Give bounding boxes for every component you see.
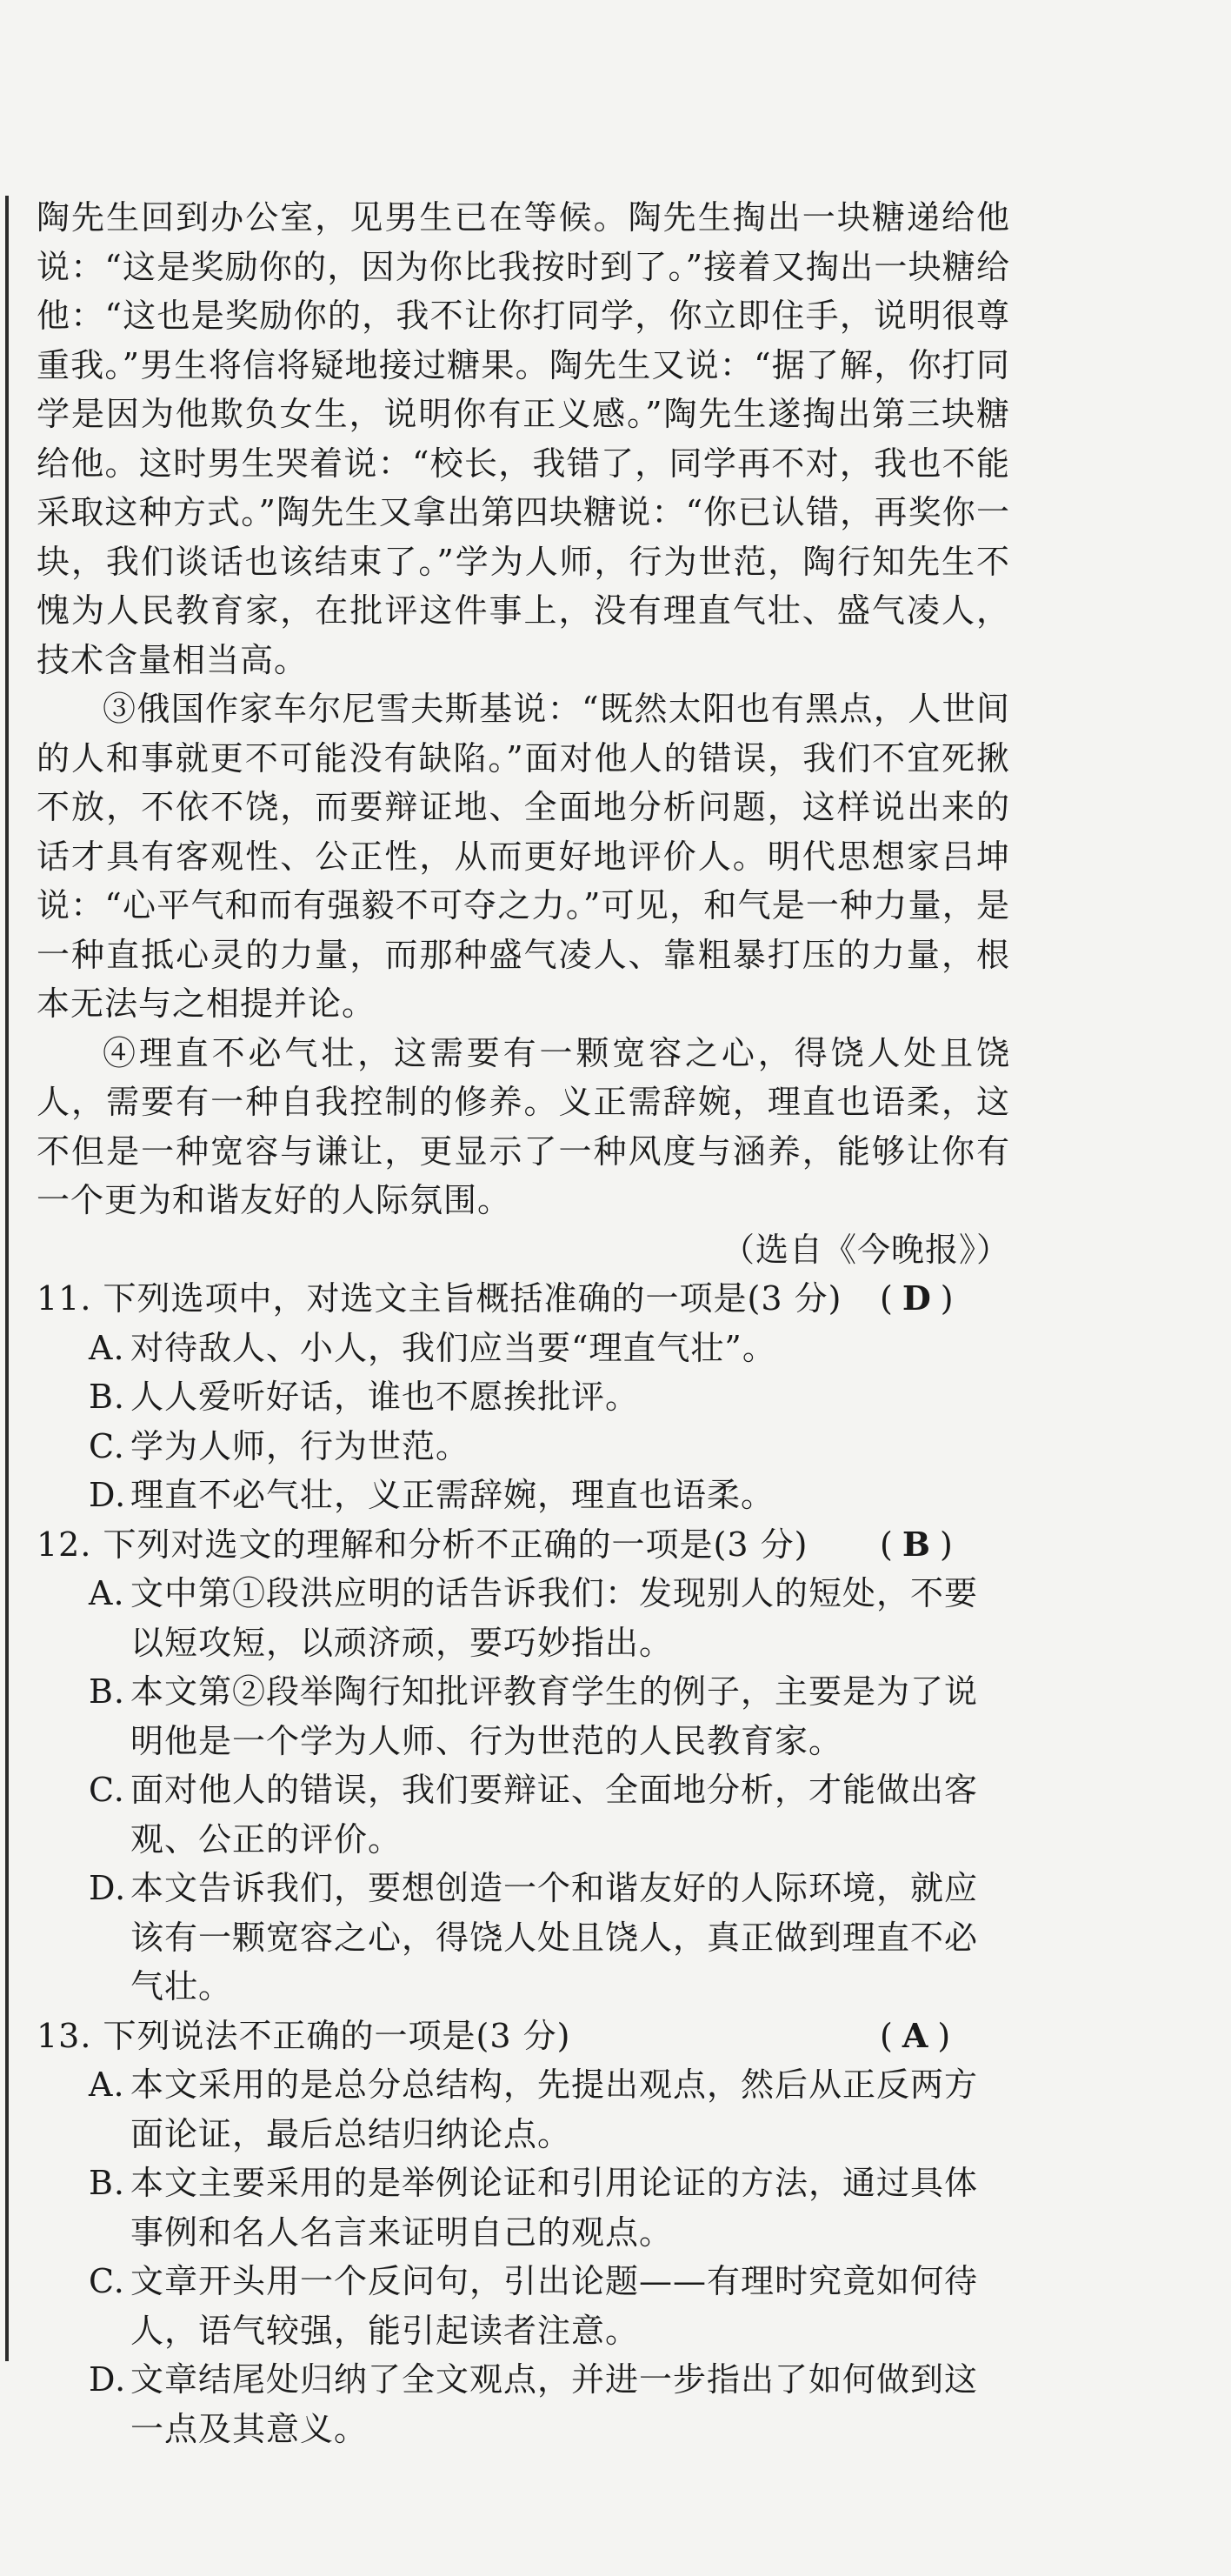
answer-bracket: ( D ): [880, 1278, 955, 1318]
exam-page: [37, 193, 1010, 2453]
option-c: C. 学为人师，行为世范。: [89, 1426, 470, 1465]
option-b: B. 人人爱听好话，谁也不愿挨批评。: [89, 1378, 640, 1416]
option-a: A. 对待敌人、小人，我们应当要“理直气壮”。: [89, 1328, 776, 1367]
answer-bracket: ( B ): [880, 1524, 954, 1564]
question-stem: 12. 下列对选文的理解和分析不正确的一项是(3 分): [37, 1525, 808, 1564]
option-d: D. 理直不必气壮，义正需辞婉，理直也语柔。: [89, 1476, 775, 1514]
answer-letter: A: [902, 2015, 929, 2055]
paragraph-2-continued: 陶先生回到办公室，见男生已在等候。陶先生掏出一块糖递给他说：“这是奖励你的，因为你比我按时到了。”接着又掏出一块糖给他：“这也是奖励你的，我不让你打同学，你立即住手，说明很尊重我。”男生将信将疑地接过糖果。陶先生又说：“据了解，你打同学是因为他欺负女生，说明你有正义感。”陶先生遂掏出第三块糖给他。这时男生哭着说：“校长，我错了，同学再不对，我也不能采取这种方式。”陶先生又拿出第四块糖说：“你已认错，再奖你一块，我们谈话也该结束了。”学为人师，行为世范，陶行知先生不愧为人民教育家，在批评这件事上，没有理直气壮、盛气凌人，技术含量相当高。: [37, 198, 1010, 679]
paragraph-3: ③俄国作家车尔尼雪夫斯基说：“既然太阳也有黑点，人世间的人和事就更不可能没有缺陷。”面对他人的错误，我们不宜死揪不放，不依不饶，而要辩证地、全面地分析问题，这样说出来的话才具有客观性、公正性，从而更好地评价人。明代思想家吕坤说：“心平气和而有强毅不可夺之力。”可见，和气是一种力量，是一种直抵心灵的力量，而那种盛气凌人、靠粗暴打压的力量，根本无法与之相提并论。: [37, 690, 1010, 1023]
question-13: [37, 2012, 1010, 2454]
answer-bracket: ( A ): [880, 2015, 952, 2055]
option-c: C. 文章开头用一个反问句，引出论题——有理时究竟如何待人，语气较强，能引起读者注意。: [89, 2262, 979, 2350]
option-d: D. 本文告诉我们，要想创造一个和谐友好的人际环境，就应该有一颗宽容之心，得饶人处且饶人，真正做到理直不必气壮。: [89, 1869, 979, 2005]
option-b: B. 本文第②段举陶行知批评教育学生的例子，主要是为了说明他是一个学为人师、行为世范的人民教育家。: [89, 1672, 979, 1760]
question-stem: 11. 下列选项中，对选文主旨概括准确的一项是(3 分): [37, 1279, 842, 1318]
option-b: B. 本文主要采用的是举例论证和引用论证的方法，通过具体事例和名人名言来证明自己的观点。: [89, 2164, 979, 2252]
question-12: [37, 1520, 1010, 2012]
source-citation: （选自《今晚报》）: [721, 1230, 1010, 1269]
answer-letter: D: [902, 1278, 932, 1318]
answer-letter: B: [902, 1524, 931, 1564]
question-stem: 13. 下列说法不正确的一项是(3 分): [37, 2016, 571, 2055]
option-c: C. 面对他人的错误，我们要辩证、全面地分析，才能做出客观、公正的评价。: [89, 1771, 979, 1859]
option-a: A. 文中第①段洪应明的话告诉我们：发现别人的短处，不要以短攻短，以顽济顽，要巧妙指出。: [89, 1574, 979, 1662]
paragraph-4: ④理直不必气壮，这需要有一颗宽容之心，得饶人处且饶人，需要有一种自我控制的修养。义正需辞婉，理直也语柔，这不但是一种宽容与谦让，更显示了一种风度与涵养，能够让你有一个更为和谐友好的人际氛围。: [37, 1033, 1010, 1219]
question-11: [37, 1274, 1010, 1520]
margin-line: [5, 196, 9, 2361]
option-d: D. 文章结尾处归纳了全文观点，并进一步指出了如何做到这一点及其意义。: [89, 2360, 979, 2448]
option-a: A. 本文采用的是总分总结构，先提出观点，然后从正反两方面论证，最后总结归纳论点。: [89, 2065, 979, 2153]
